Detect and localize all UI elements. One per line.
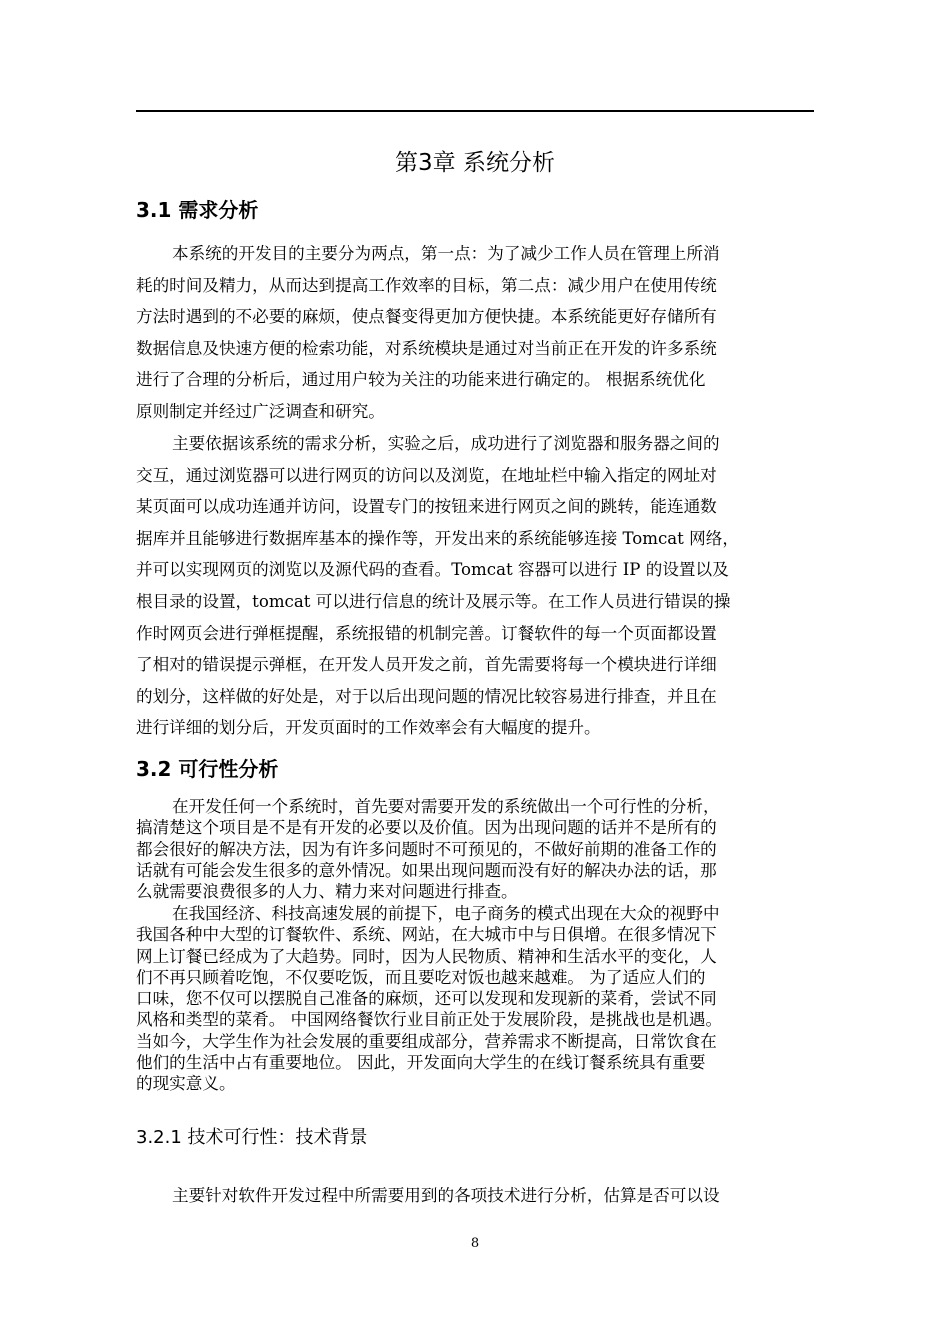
text-line: 都会很好的解决方法，因为有许多问题时不可预见的，不做好前期的准备工作的	[136, 839, 717, 859]
text-line: 搞清楚这个项目是不是有开发的必要以及价值。因为出现问题的话并不是所有的	[136, 818, 717, 838]
text-line: 本系统的开发目的主要分为两点，第一点：为了减少工作人员在管理上所消	[172, 244, 720, 263]
text-line: 的划分，这样做的好处是，对于以后出现问题的情况比较容易进行排查，并且在	[136, 686, 717, 706]
text-line: 耗的时间及精力，从而达到提高工作效率的目标，第二点：减少用户在使用传统	[136, 275, 717, 295]
header-rule	[136, 110, 814, 112]
text-line: 网上订餐已经成为了大趋势。同时，因为人民物质、精神和生活水平的变化，人	[136, 946, 717, 966]
paragraph-3-2-1-1	[136, 1180, 816, 1212]
text-line: 在开发任何一个系统时，首先要对需要开发的系统做出一个可行性的分析，	[172, 797, 720, 816]
paragraph-3-2-1	[136, 796, 816, 902]
text-line: 我国各种中大型的订餐软件、系统、网站，在大城市中与日俱增。在很多情况下	[136, 925, 717, 945]
section-heading-3-2-1: 3.2.1 技术可行性：技术背景	[136, 1127, 368, 1148]
text-line: 方法时遇到的不必要的麻烦，使点餐变得更加方便快捷。本系统能更好存储所有	[136, 307, 717, 327]
text-line: 据库并且能够进行数据库基本的操作等，开发出来的系统能够连接 Tomcat 网络，	[136, 528, 739, 548]
text-line: 数据信息及快速方便的检索功能，对系统模块是通过对当前正在开发的许多系统	[136, 338, 717, 358]
text-line: 作时网页会进行弹框提醒，系统报错的机制完善。订餐软件的每一个页面都设置	[136, 623, 717, 643]
text-line: 根目录的设置，tomcat 可以进行信息的统计及展示等。在工作人员进行错误的操	[136, 591, 731, 611]
text-line: 们不再只顾着吃饱，不仅要吃饭，而且要吃对饭也越来越难。 为了适应人们的	[136, 967, 706, 987]
section-heading-3-1: 3.1 需求分析	[136, 198, 259, 222]
text-line: 进行了合理的分析后，通过用户较为关注的功能来进行确定的。 根据系统优化	[136, 370, 706, 390]
text-line: 口味，您不仅可以摆脱自己准备的麻烦，还可以发现和发现新的菜肴，尝试不同	[136, 989, 717, 1009]
text-line: 风格和类型的菜肴。 中国网络餐饮行业目前正处于发展阶段，是挑战也是机遇。	[136, 1010, 723, 1030]
text-line: 么就需要浪费很多的人力、精力来对问题进行排查。	[136, 882, 518, 902]
text-line: 进行详细的划分后，开发页面时的工作效率会有大幅度的提升。	[136, 718, 601, 738]
text-line: 并可以实现网页的浏览以及源代码的查看。Tomcat 容器可以进行 IP 的设置以及	[136, 560, 729, 580]
text-line: 话就有可能会发生很多的意外情况。如果出现问题而没有好的解决办法的话，那	[136, 860, 717, 880]
text-line: 在我国经济、科技高速发展的前提下，电子商务的模式出现在大众的视野中	[172, 904, 720, 923]
text-line: 当如今，大学生作为社会发展的重要组成部分，营养需求不断提高，日常饮食在	[136, 1031, 717, 1051]
paragraph-3-1-1	[136, 238, 816, 428]
page-number: 8	[470, 1236, 480, 1251]
text-line: 交互，通过浏览器可以进行网页的访问以及浏览，在地址栏中输入指定的网址对	[136, 465, 717, 485]
text-line: 他们的生活中占有重要地位。 因此，开发面向大学生的在线订餐系统具有重要	[136, 1053, 706, 1073]
chapter-title: 第3章 系统分析	[395, 150, 555, 176]
text-line: 主要依据该系统的需求分析，实验之后，成功进行了浏览器和服务器之间的	[172, 434, 720, 453]
text-line: 主要针对软件开发过程中所需要用到的各项技术进行分析，估算是否可以设	[172, 1186, 720, 1205]
text-line: 某页面可以成功连通并访问，设置专门的按钮来进行网页之间的跳转，能连通数	[136, 497, 717, 517]
paragraph-3-2-2	[136, 903, 816, 1095]
paragraph-3-1-2	[136, 428, 816, 744]
text-line: 原则制定并经过广泛调查和研究。	[136, 401, 385, 421]
text-line: 的现实意义。	[136, 1074, 236, 1094]
text-line: 了相对的错误提示弹框，在开发人员开发之前，首先需要将每一个模块进行详细	[136, 655, 717, 675]
section-heading-3-2: 3.2 可行性分析	[136, 757, 279, 781]
